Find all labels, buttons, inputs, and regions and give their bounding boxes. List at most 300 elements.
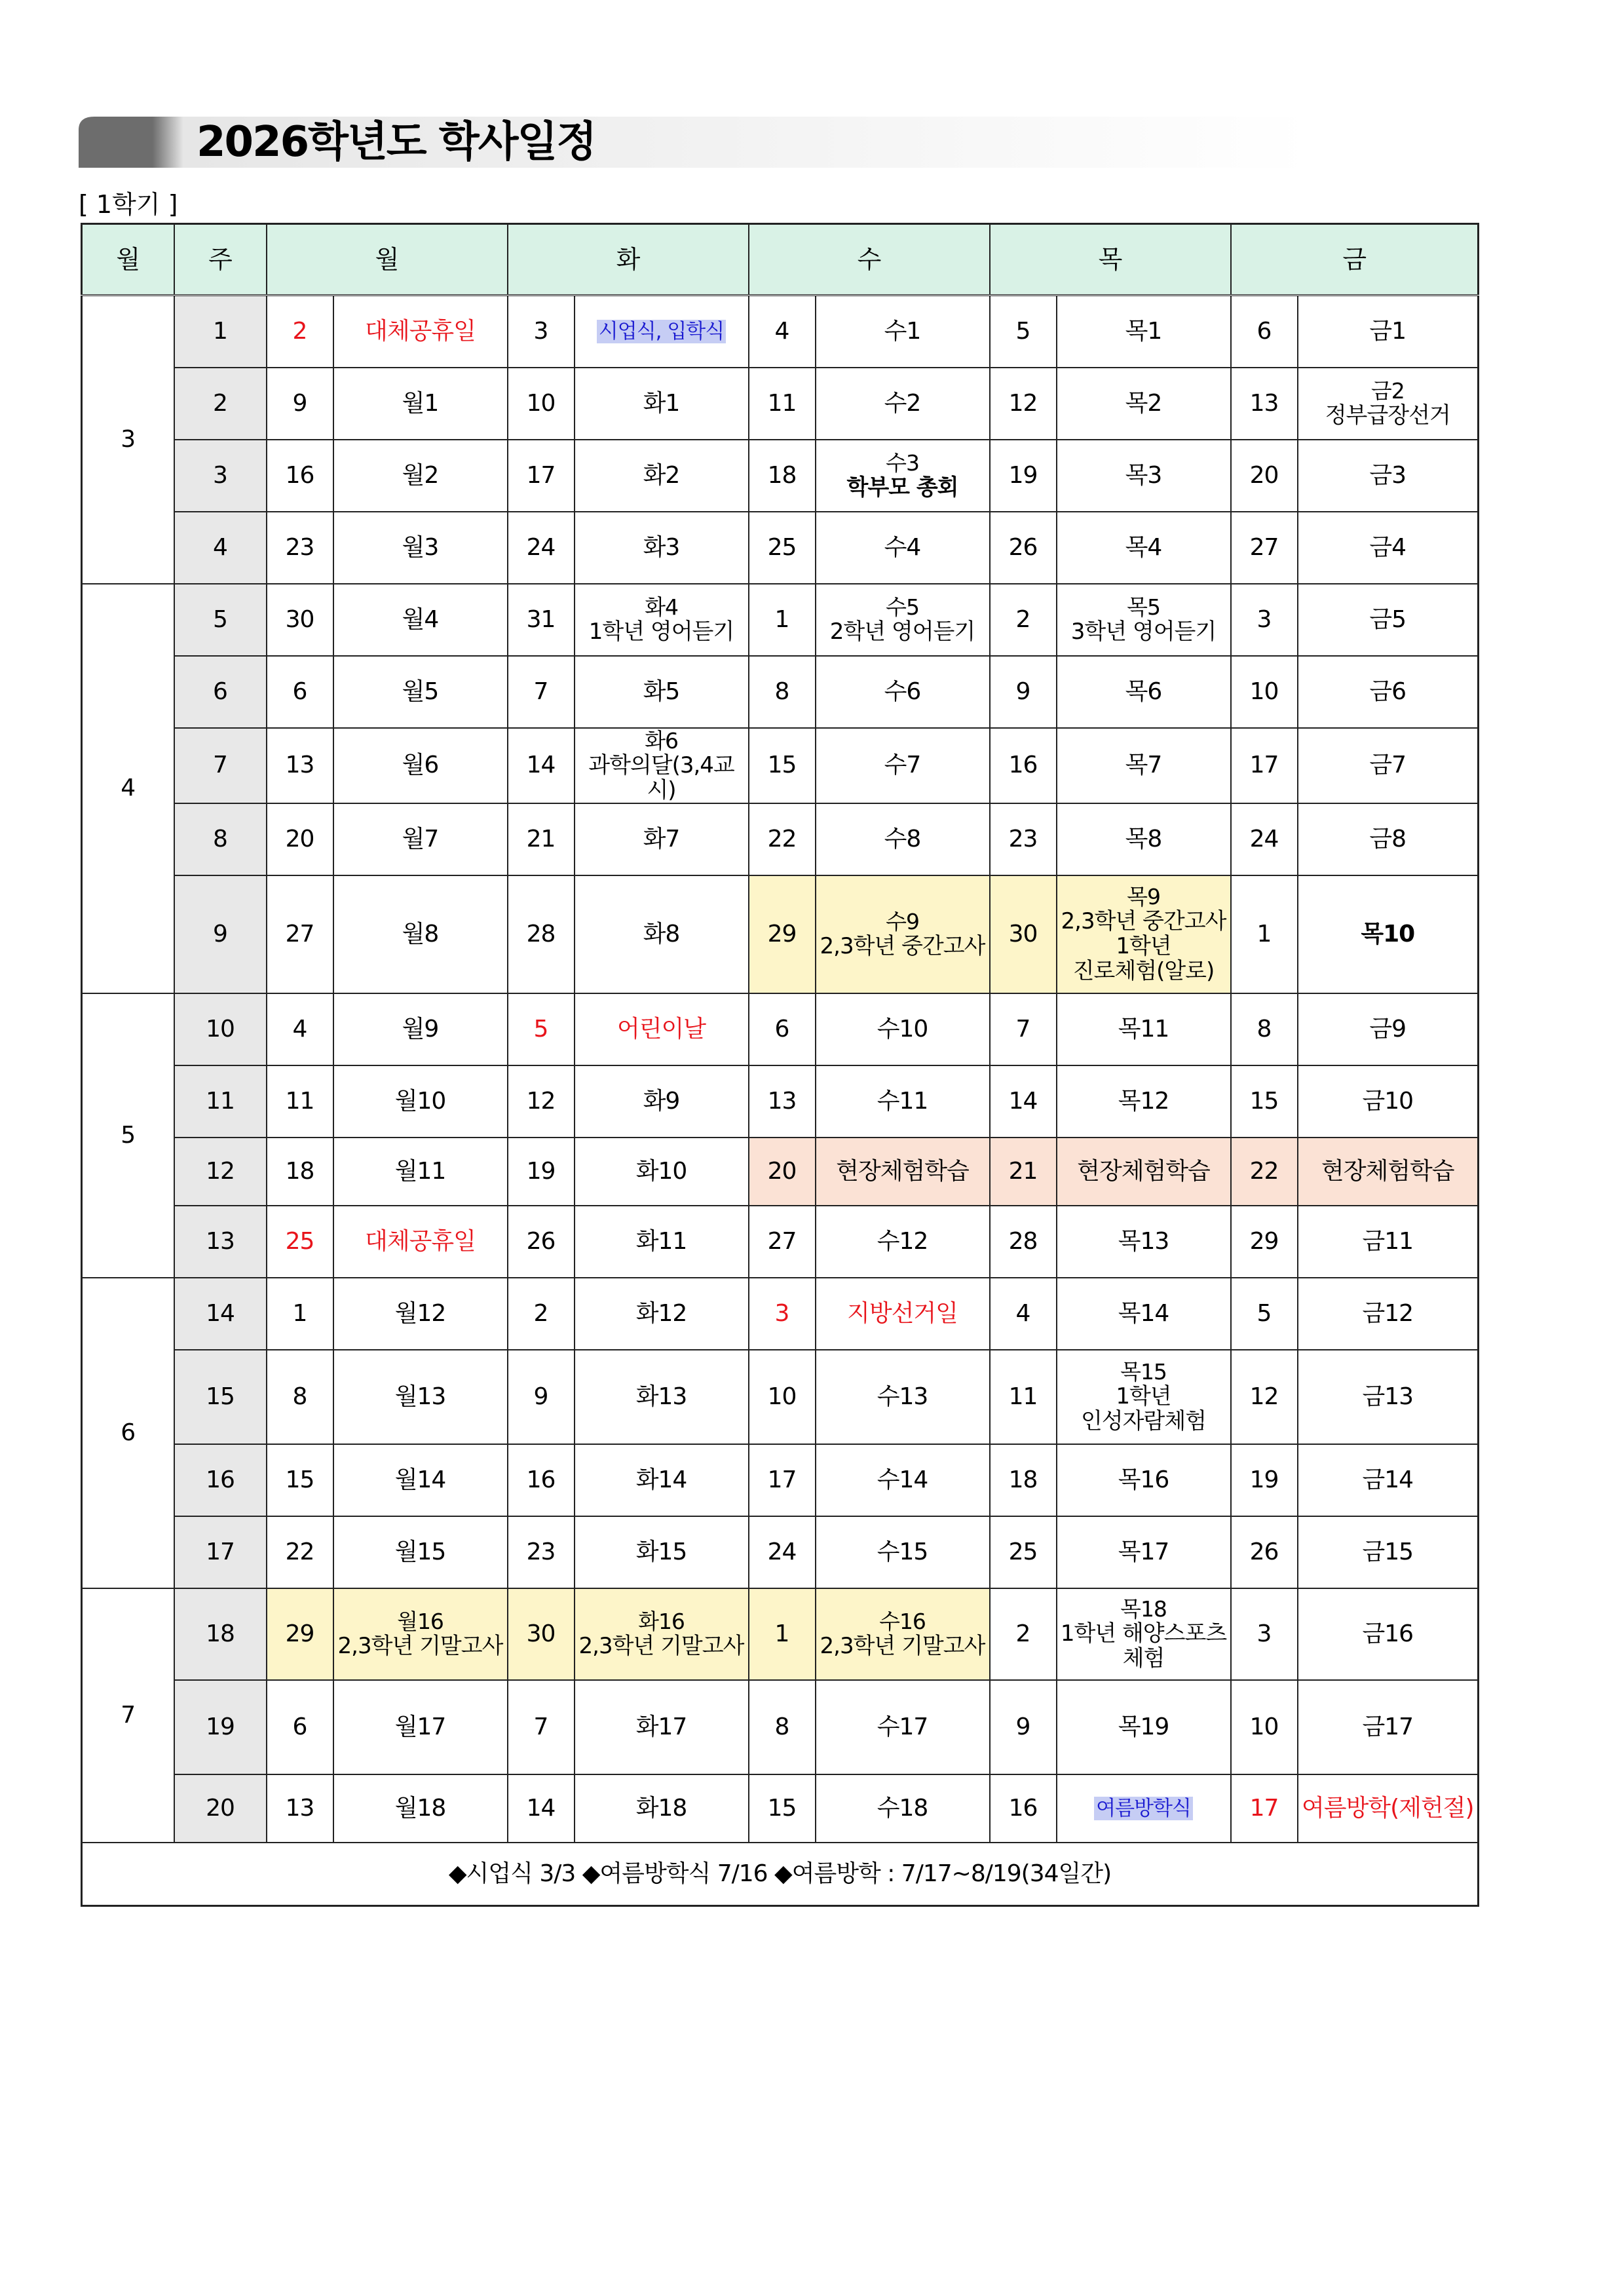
mon-event-cell (333, 368, 508, 440)
thu-event-text: 목17 (1118, 1538, 1169, 1565)
thu-date-cell: 14 (990, 1065, 1057, 1138)
week-number-cell: 16 (174, 1444, 267, 1516)
month-cell: 6 (82, 1278, 174, 1588)
mon-event-text: 월17 (394, 1713, 446, 1740)
fri-event-text: 금13 (1362, 1383, 1414, 1410)
week-row (82, 1588, 1479, 1680)
fri-event-text: 금7 (1369, 752, 1407, 778)
wed-event-cell (816, 1065, 990, 1138)
fri-date-cell: 13 (1231, 368, 1298, 440)
week-row (82, 584, 1479, 656)
fri-date-cell: 8 (1231, 993, 1298, 1065)
mon-event-text: 월15 (394, 1538, 446, 1565)
wed-event-cell (816, 584, 990, 656)
footer-row (82, 1843, 1479, 1906)
week-number-cell: 10 (174, 993, 267, 1065)
mon-date-cell: 18 (267, 1138, 333, 1206)
table-header-row (82, 224, 1479, 296)
tue-event-cell (575, 296, 749, 368)
fri-event-cell (1298, 1444, 1479, 1516)
wed-event-text: 수13 (877, 1383, 928, 1410)
fri-event-cell (1298, 512, 1479, 584)
wed-event-text: 수15 (877, 1538, 928, 1565)
thu-event-text: 목16 (1118, 1466, 1169, 1493)
week-number-cell: 15 (174, 1350, 267, 1444)
thu-event-text: 목2 (1125, 389, 1162, 417)
wed-date-cell: 29 (749, 875, 816, 993)
tue-event-cell (575, 584, 749, 656)
mon-event-text: 월3 (402, 533, 439, 561)
header-month: 월 (82, 224, 174, 296)
wed-date-cell: 25 (749, 512, 816, 584)
mon-date-cell: 16 (267, 440, 333, 512)
tue-event-note: 2,3학년 기말고사 (578, 1633, 744, 1659)
tue-event-text: 화4 (645, 594, 678, 620)
week-row (82, 993, 1479, 1065)
tue-date-cell: 9 (508, 1350, 575, 1444)
tue-date-cell: 14 (508, 728, 575, 803)
thu-event-text: 목18 (1120, 1596, 1167, 1622)
fri-event-text: 금1 (1369, 317, 1407, 345)
tue-date-cell: 7 (508, 656, 575, 728)
fri-event-cell (1298, 1774, 1479, 1843)
wed-event-cell (816, 1278, 990, 1350)
wed-event-cell (816, 656, 990, 728)
wed-event-text: 지방선거일 (847, 1299, 958, 1327)
wed-event-text: 수10 (877, 1015, 928, 1043)
wed-date-cell: 8 (749, 656, 816, 728)
thu-event-text: 목14 (1118, 1299, 1169, 1327)
fri-event-text: 현장체험학습 (1321, 1157, 1454, 1185)
thu-date-cell: 12 (990, 368, 1057, 440)
wed-date-cell: 13 (749, 1065, 816, 1138)
tue-date-cell: 19 (508, 1138, 575, 1206)
thu-date-cell: 9 (990, 1680, 1057, 1774)
thu-event-cell (1057, 440, 1231, 512)
wed-date-cell: 10 (749, 1350, 816, 1444)
week-row (82, 1774, 1479, 1843)
wed-event-cell (816, 440, 990, 512)
fri-event-cell (1298, 1138, 1479, 1206)
wed-event-note: 2,3학년 기말고사 (820, 1633, 985, 1659)
fri-event-cell (1298, 368, 1479, 440)
tue-event-cell (575, 728, 749, 803)
wed-event-note: 2학년 영어듣기 (829, 619, 975, 645)
tue-event-cell (575, 993, 749, 1065)
tue-event-cell (575, 1588, 749, 1680)
thu-event-cell (1057, 512, 1231, 584)
week-row (82, 1350, 1479, 1444)
week-number-cell: 18 (174, 1588, 267, 1680)
thu-event-cell (1057, 1278, 1231, 1350)
wed-date-cell: 24 (749, 1516, 816, 1588)
wed-event-text: 수17 (877, 1713, 928, 1740)
week-number-cell: 17 (174, 1516, 267, 1588)
thu-event-cell (1057, 1588, 1231, 1680)
tue-event-text: 화18 (635, 1794, 687, 1822)
month-cell: 3 (82, 296, 174, 584)
fri-date-cell: 12 (1231, 1350, 1298, 1444)
fri-event-text: 금11 (1362, 1227, 1414, 1255)
wed-event-cell (816, 1138, 990, 1206)
fri-date-cell: 10 (1231, 656, 1298, 728)
tue-event-text: 어린이날 (616, 1015, 706, 1043)
thu-event-note: 1학년 (1116, 1383, 1171, 1409)
mon-date-cell: 6 (267, 1680, 333, 1774)
fri-event-cell (1298, 1680, 1479, 1774)
mon-event-cell (333, 1278, 508, 1350)
thu-event-text: 목1 (1125, 317, 1162, 345)
mon-date-cell: 22 (267, 1516, 333, 1588)
mon-event-cell (333, 656, 508, 728)
wed-date-cell: 20 (749, 1138, 816, 1206)
mon-date-cell: 13 (267, 1774, 333, 1843)
wed-date-cell: 17 (749, 1444, 816, 1516)
thu-event-text: 목11 (1118, 1015, 1169, 1043)
fri-event-text: 금8 (1369, 825, 1407, 852)
tue-event-text: 화8 (643, 920, 680, 947)
tue-event-cell (575, 1444, 749, 1516)
fri-date-cell: 27 (1231, 512, 1298, 584)
tue-date-cell: 26 (508, 1206, 575, 1278)
wed-event-cell (816, 1206, 990, 1278)
thu-event-cell (1057, 1444, 1231, 1516)
wed-date-cell: 11 (749, 368, 816, 440)
tue-event-cell (575, 368, 749, 440)
mon-event-cell (333, 512, 508, 584)
wed-event-cell (816, 803, 990, 875)
mon-date-cell: 13 (267, 728, 333, 803)
tue-event-cell (575, 1516, 749, 1588)
mon-event-text: 월16 (397, 1609, 444, 1634)
thu-event-text: 목7 (1125, 752, 1162, 778)
wed-date-cell: 1 (749, 584, 816, 656)
fri-event-cell (1298, 1206, 1479, 1278)
fri-event-cell (1298, 1278, 1479, 1350)
mon-date-cell: 9 (267, 368, 333, 440)
mon-event-cell (333, 875, 508, 993)
thu-date-cell: 19 (990, 440, 1057, 512)
week-number-cell: 20 (174, 1774, 267, 1843)
thu-date-cell: 4 (990, 1278, 1057, 1350)
week-number-cell: 14 (174, 1278, 267, 1350)
mon-event-cell (333, 803, 508, 875)
tue-event-cell (575, 656, 749, 728)
thu-event-cell (1057, 656, 1231, 728)
tue-date-cell: 17 (508, 440, 575, 512)
mon-event-cell (333, 584, 508, 656)
wed-date-cell: 4 (749, 296, 816, 368)
week-row (82, 1516, 1479, 1588)
thu-date-cell: 21 (990, 1138, 1057, 1206)
tue-event-cell (575, 1774, 749, 1843)
fri-event-cell (1298, 296, 1479, 368)
tue-date-cell: 5 (508, 993, 575, 1065)
mon-event-text: 월6 (402, 752, 439, 778)
wed-date-cell: 27 (749, 1206, 816, 1278)
header-wed: 수 (749, 224, 990, 296)
thu-date-cell: 26 (990, 512, 1057, 584)
tue-event-text: 화12 (635, 1299, 687, 1327)
tue-event-text: 화1 (643, 389, 680, 417)
thu-event-text: 여름방학식 (1094, 1797, 1193, 1820)
thu-event-text: 목19 (1118, 1713, 1169, 1740)
mon-date-cell: 6 (267, 656, 333, 728)
thu-date-cell: 16 (990, 1774, 1057, 1843)
wed-event-text: 수9 (886, 909, 919, 934)
mon-event-cell (333, 1588, 508, 1680)
tue-event-text: 화2 (643, 461, 680, 489)
mon-event-text: 월2 (402, 461, 439, 489)
tue-event-text: 화14 (635, 1466, 687, 1493)
thu-date-cell: 23 (990, 803, 1057, 875)
mon-event-note: 2,3학년 기말고사 (337, 1633, 503, 1659)
thu-event-cell (1057, 875, 1231, 993)
tue-date-cell: 24 (508, 512, 575, 584)
fri-event-cell (1298, 803, 1479, 875)
thu-date-cell: 25 (990, 1516, 1057, 1588)
week-number-cell: 12 (174, 1138, 267, 1206)
header-thu: 목 (990, 224, 1231, 296)
mon-event-cell (333, 1774, 508, 1843)
wed-event-cell (816, 296, 990, 368)
tue-event-text: 화17 (635, 1713, 687, 1740)
wed-event-text: 수11 (877, 1087, 928, 1115)
week-row (82, 1138, 1479, 1206)
fri-event-text: 금12 (1362, 1299, 1414, 1327)
tue-event-cell (575, 1278, 749, 1350)
fri-date-cell: 17 (1231, 1774, 1298, 1843)
month-cell: 7 (82, 1588, 174, 1843)
mon-event-cell (333, 1516, 508, 1588)
tue-event-cell (575, 1138, 749, 1206)
fri-event-text: 금9 (1369, 1015, 1407, 1043)
wed-event-text: 수5 (886, 594, 919, 620)
fri-event-note: 정부급장선거 (1325, 402, 1450, 429)
mon-event-text: 월18 (394, 1794, 446, 1822)
fri-event-text: 금17 (1362, 1713, 1414, 1740)
mon-event-text: 월1 (402, 389, 439, 417)
tue-date-cell: 2 (508, 1278, 575, 1350)
fri-event-cell (1298, 993, 1479, 1065)
fri-event-cell (1298, 1350, 1479, 1444)
wed-event-cell (816, 875, 990, 993)
mon-event-text: 월12 (394, 1299, 446, 1327)
fri-event-cell (1298, 875, 1479, 993)
fri-event-text: 목10 (1361, 920, 1415, 947)
fri-event-text: 금16 (1362, 1620, 1414, 1647)
thu-event-text: 목4 (1125, 533, 1162, 561)
wed-event-text: 수18 (877, 1794, 928, 1822)
schedule-table (81, 223, 1479, 1907)
week-number-cell: 13 (174, 1206, 267, 1278)
thu-event-cell (1057, 1516, 1231, 1588)
fri-date-cell: 10 (1231, 1680, 1298, 1774)
mon-date-cell: 20 (267, 803, 333, 875)
mon-event-cell (333, 728, 508, 803)
thu-date-cell: 16 (990, 728, 1057, 803)
mon-event-text: 월13 (394, 1383, 446, 1410)
tue-date-cell: 28 (508, 875, 575, 993)
week-number-cell: 7 (174, 728, 267, 803)
fri-date-cell: 19 (1231, 1444, 1298, 1516)
mon-date-cell: 2 (267, 296, 333, 368)
week-row (82, 1444, 1479, 1516)
thu-event-cell (1057, 1138, 1231, 1206)
page-title: 2026학년도 학사일정 (197, 118, 596, 166)
fri-date-cell: 1 (1231, 875, 1298, 993)
wed-event-text: 수8 (884, 825, 921, 852)
tue-event-text: 화3 (643, 533, 680, 561)
mon-date-cell: 25 (267, 1206, 333, 1278)
fri-event-cell (1298, 440, 1479, 512)
wed-event-cell (816, 993, 990, 1065)
wed-date-cell: 15 (749, 1774, 816, 1843)
tue-date-cell: 3 (508, 296, 575, 368)
wed-event-text: 수3 (886, 450, 919, 476)
thu-date-cell: 9 (990, 656, 1057, 728)
thu-date-cell: 18 (990, 1444, 1057, 1516)
mon-event-text: 월5 (402, 678, 439, 705)
thu-event-cell (1057, 993, 1231, 1065)
wed-event-text: 수2 (884, 389, 921, 417)
thu-event-text: 목8 (1125, 825, 1162, 852)
wed-event-text: 현장체험학습 (836, 1157, 969, 1185)
thu-event-note: 인성자람체험 (1080, 1408, 1207, 1434)
thu-event-text: 목5 (1127, 594, 1160, 620)
tue-event-text: 화13 (635, 1383, 687, 1410)
week-row (82, 1065, 1479, 1138)
week-row (82, 512, 1479, 584)
thu-date-cell: 2 (990, 584, 1057, 656)
wed-event-text: 수12 (877, 1227, 928, 1255)
wed-event-cell (816, 1680, 990, 1774)
wed-event-text: 수1 (884, 317, 921, 345)
week-row (82, 875, 1479, 993)
week-row (82, 656, 1479, 728)
tue-event-text: 화15 (635, 1538, 687, 1565)
mon-event-text: 대체공휴일 (365, 317, 476, 345)
header-week: 주 (174, 224, 267, 296)
mon-event-cell (333, 1206, 508, 1278)
title-banner (79, 117, 1310, 168)
week-number-cell: 1 (174, 296, 267, 368)
wed-date-cell: 18 (749, 440, 816, 512)
thu-event-cell (1057, 728, 1231, 803)
wed-event-text: 수6 (884, 678, 921, 705)
thu-event-text: 목12 (1118, 1087, 1169, 1115)
mon-event-text: 월4 (402, 605, 439, 633)
mon-date-cell: 4 (267, 993, 333, 1065)
week-row (82, 440, 1479, 512)
week-number-cell: 9 (174, 875, 267, 993)
thu-date-cell: 2 (990, 1588, 1057, 1680)
fri-date-cell: 20 (1231, 440, 1298, 512)
fri-event-text: 금14 (1362, 1466, 1414, 1493)
thu-event-text: 목6 (1125, 678, 1162, 705)
thu-event-cell (1057, 1065, 1231, 1138)
header-mon: 월 (267, 224, 508, 296)
wed-event-cell (816, 1516, 990, 1588)
mon-event-cell (333, 440, 508, 512)
tue-date-cell: 16 (508, 1444, 575, 1516)
thu-event-note: 1학년 해양스포츠체험 (1060, 1620, 1227, 1672)
mon-event-cell (333, 1065, 508, 1138)
wed-event-note: 2,3학년 중간고사 (820, 933, 985, 959)
fri-event-cell (1298, 1065, 1479, 1138)
tue-date-cell: 30 (508, 1588, 575, 1680)
thu-event-cell (1057, 1206, 1231, 1278)
tue-event-cell (575, 512, 749, 584)
wed-event-cell (816, 1444, 990, 1516)
mon-event-text: 월8 (402, 920, 439, 947)
thu-event-cell (1057, 584, 1231, 656)
fri-event-text: 여름방학(제헌절) (1301, 1794, 1474, 1822)
mon-event-cell (333, 1680, 508, 1774)
tue-event-note: 1학년 영어듣기 (588, 619, 734, 645)
fri-event-cell (1298, 728, 1479, 803)
thu-event-text: 목13 (1118, 1227, 1169, 1255)
week-number-cell: 8 (174, 803, 267, 875)
tue-event-text: 화7 (643, 825, 680, 852)
thu-event-cell (1057, 1350, 1231, 1444)
tue-date-cell: 23 (508, 1516, 575, 1588)
wed-event-cell (816, 1774, 990, 1843)
mon-date-cell: 11 (267, 1065, 333, 1138)
fri-date-cell: 3 (1231, 1588, 1298, 1680)
tue-date-cell: 12 (508, 1065, 575, 1138)
week-number-cell: 19 (174, 1680, 267, 1774)
wed-event-cell (816, 1350, 990, 1444)
month-cell: 5 (82, 993, 174, 1278)
thu-event-text: 목3 (1125, 461, 1162, 489)
tue-event-cell (575, 803, 749, 875)
wed-event-cell (816, 368, 990, 440)
mon-event-cell (333, 1138, 508, 1206)
fri-event-cell (1298, 1516, 1479, 1588)
semester-label: [ 1학기 ] (79, 190, 178, 219)
tue-event-text: 화9 (643, 1087, 680, 1115)
week-number-cell: 6 (174, 656, 267, 728)
week-row (82, 1680, 1479, 1774)
month-cell: 4 (82, 584, 174, 993)
fri-event-cell (1298, 656, 1479, 728)
tue-date-cell: 10 (508, 368, 575, 440)
tue-event-text: 시업식, 입학식 (597, 320, 726, 343)
mon-date-cell: 27 (267, 875, 333, 993)
fri-date-cell: 5 (1231, 1278, 1298, 1350)
tue-date-cell: 31 (508, 584, 575, 656)
fri-date-cell: 3 (1231, 584, 1298, 656)
tue-event-cell (575, 1206, 749, 1278)
week-row (82, 1278, 1479, 1350)
thu-event-note: 2,3학년 중간고사 (1061, 908, 1226, 934)
wed-date-cell: 8 (749, 1680, 816, 1774)
week-row (82, 1206, 1479, 1278)
mon-date-cell: 15 (267, 1444, 333, 1516)
wed-event-text: 수14 (877, 1466, 928, 1493)
mon-date-cell: 1 (267, 1278, 333, 1350)
mon-event-text: 월11 (394, 1157, 446, 1185)
fri-date-cell: 24 (1231, 803, 1298, 875)
mon-date-cell: 8 (267, 1350, 333, 1444)
tue-event-cell (575, 875, 749, 993)
wed-date-cell: 3 (749, 1278, 816, 1350)
fri-event-text: 금5 (1369, 605, 1407, 633)
mon-event-text: 월7 (402, 825, 439, 852)
wed-event-text: 수16 (879, 1609, 926, 1634)
fri-date-cell: 15 (1231, 1065, 1298, 1138)
